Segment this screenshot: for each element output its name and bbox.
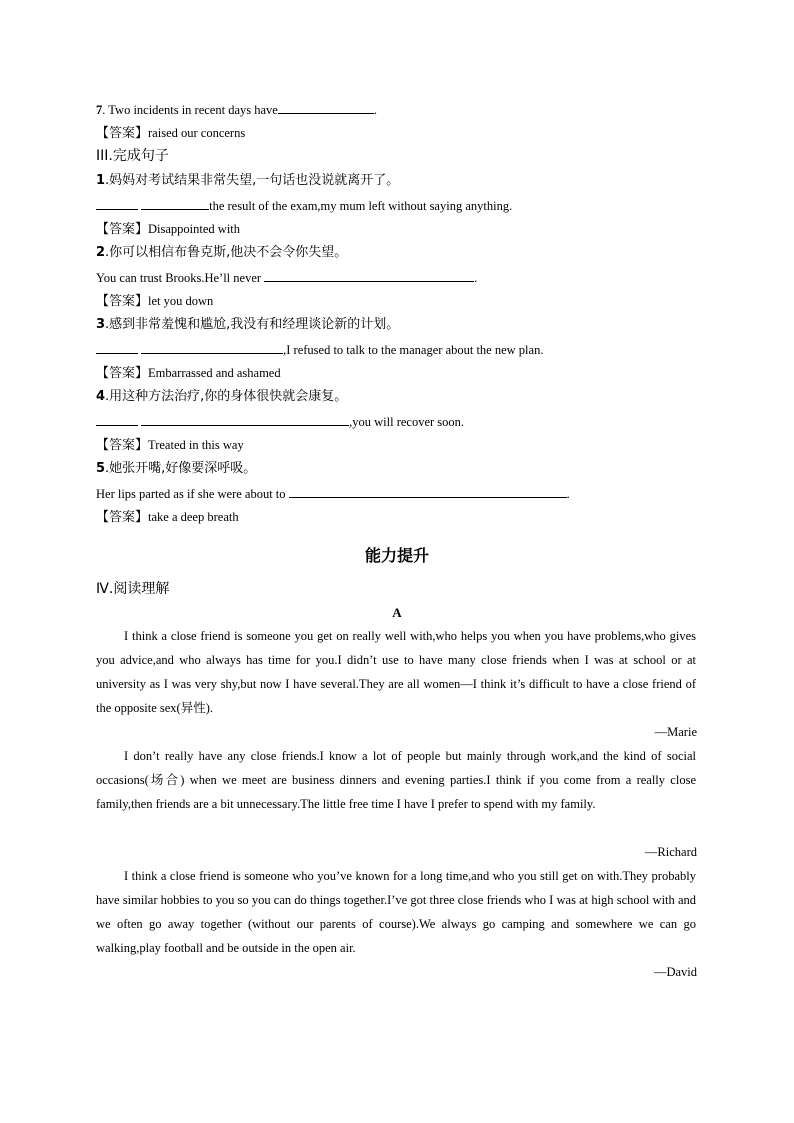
answer-blank	[141, 197, 209, 210]
answer-tag: 【答案】	[96, 438, 149, 453]
sentence-chinese: .感到非常羞愧和尴尬,我没有和经理谈论新的计划。	[105, 317, 400, 332]
answer-tag: 【答案】	[96, 222, 149, 237]
paragraph-signature: —David	[653, 965, 697, 979]
answer-4	[96, 437, 244, 454]
section-title: III.完成句子	[96, 148, 169, 164]
section-title: Ⅳ.阅读理解	[96, 581, 170, 597]
answer-5	[96, 509, 239, 526]
passage-paragraph: I think a close friend is someone you get on really well with,who helps you when you have problems,who gives you advice,and who always has time for you.I didn’t use to have many close friends when I was at school or at university as I was very shy,but now I have several.They are all women—I think it’s difficult to have a close friend of the opposite sex(异性).	[96, 629, 696, 715]
sentence-3-line	[96, 341, 543, 358]
sentence-chinese: .妈妈对考试结果非常失望,一句话也没说就离开了。	[105, 173, 400, 188]
sentence-english: the result of the exam,my mum left without saying anything.	[209, 199, 513, 213]
answer-tag: 【答案】	[96, 366, 149, 381]
sentence-chinese: .用这种方法治疗,你的身体很快就会康复。	[105, 389, 348, 404]
sentence-english: ,I refused to talk to the manager about the new plan.	[283, 343, 544, 357]
sentence-english: ,you will recover soon.	[349, 415, 465, 429]
answer-3	[96, 365, 281, 382]
sentence-english: Her lips parted as if she were about to	[96, 487, 286, 501]
answer-2	[96, 293, 213, 310]
sentence-chinese: .你可以相信布鲁克斯,他决不会令你失望。	[105, 245, 348, 260]
sentence-number: 3	[96, 317, 106, 332]
answer-blank	[141, 413, 349, 426]
part-title: 能力提升	[364, 546, 429, 565]
answer-blank	[289, 485, 567, 498]
answer-text: Disappointed with	[148, 222, 241, 236]
question-end: .	[373, 103, 377, 117]
sentence-1-line	[96, 197, 512, 214]
sentence-4-prompt	[96, 389, 347, 405]
answer-blank	[264, 269, 474, 282]
answer-1	[96, 221, 240, 238]
answer-text: take a deep breath	[148, 510, 239, 524]
sentence-end: .	[566, 487, 570, 501]
sentence-5-prompt	[96, 461, 256, 477]
passage-paragraph: I think a close friend is someone who you’ve known for a long time,and who you still get on with.They probably have similar hobbies to you so you can do things together.I’ve got three close friends who I was at high school with and we often go away together (without our parents of course).We always go camping and somewhere we can go walking,play football and be outside in the open air.	[96, 869, 696, 955]
answer-blank	[96, 413, 138, 426]
sentence-3-prompt	[96, 317, 399, 333]
answer-text: raised our concerns	[148, 126, 246, 140]
answer-blank	[96, 341, 138, 354]
answer-text: let you down	[148, 294, 214, 308]
sentence-number: 4	[96, 389, 106, 404]
answer-blank	[278, 101, 374, 114]
answer-tag: 【答案】	[96, 510, 149, 525]
answer-text: Embarrassed and ashamed	[148, 366, 281, 380]
sentence-end: .	[474, 271, 478, 285]
answer-tag: 【答案】	[96, 294, 149, 309]
question-text: . Two incidents in recent days have	[102, 103, 278, 117]
answer-blank	[141, 341, 283, 354]
sentence-2-line	[96, 269, 477, 286]
answer-tag: 【答案】	[96, 126, 149, 141]
sentence-1-prompt	[96, 173, 399, 189]
question-number: 7	[96, 103, 103, 117]
paragraph-signature: —Marie	[654, 725, 697, 739]
sentence-number: 2	[96, 245, 106, 260]
passage-label: A	[392, 605, 402, 620]
answer-blank	[96, 197, 138, 210]
question-7	[96, 101, 377, 118]
sentence-number: 1	[96, 173, 106, 188]
answer-7	[96, 125, 245, 142]
sentence-english: You can trust Brooks.He’ll never	[96, 271, 262, 285]
paragraph-signature: —Richard	[644, 845, 697, 859]
sentence-number: 5	[96, 461, 106, 476]
answer-text: Treated in this way	[148, 438, 244, 452]
sentence-2-prompt	[96, 245, 347, 261]
passage-paragraph: I don’t really have any close friends.I know a lot of people but mainly through work,and the kind of social occasions(场合) when we meet are business dinners and evening parties.I think if you come from a really close family,then friends are a bit unnecessary.The little free time I have I prefer to spend with my family.	[96, 749, 696, 811]
sentence-5-line	[96, 485, 570, 502]
sentence-chinese: .她张开嘴,好像要深呼吸。	[105, 461, 257, 476]
sentence-4-line	[96, 413, 464, 430]
